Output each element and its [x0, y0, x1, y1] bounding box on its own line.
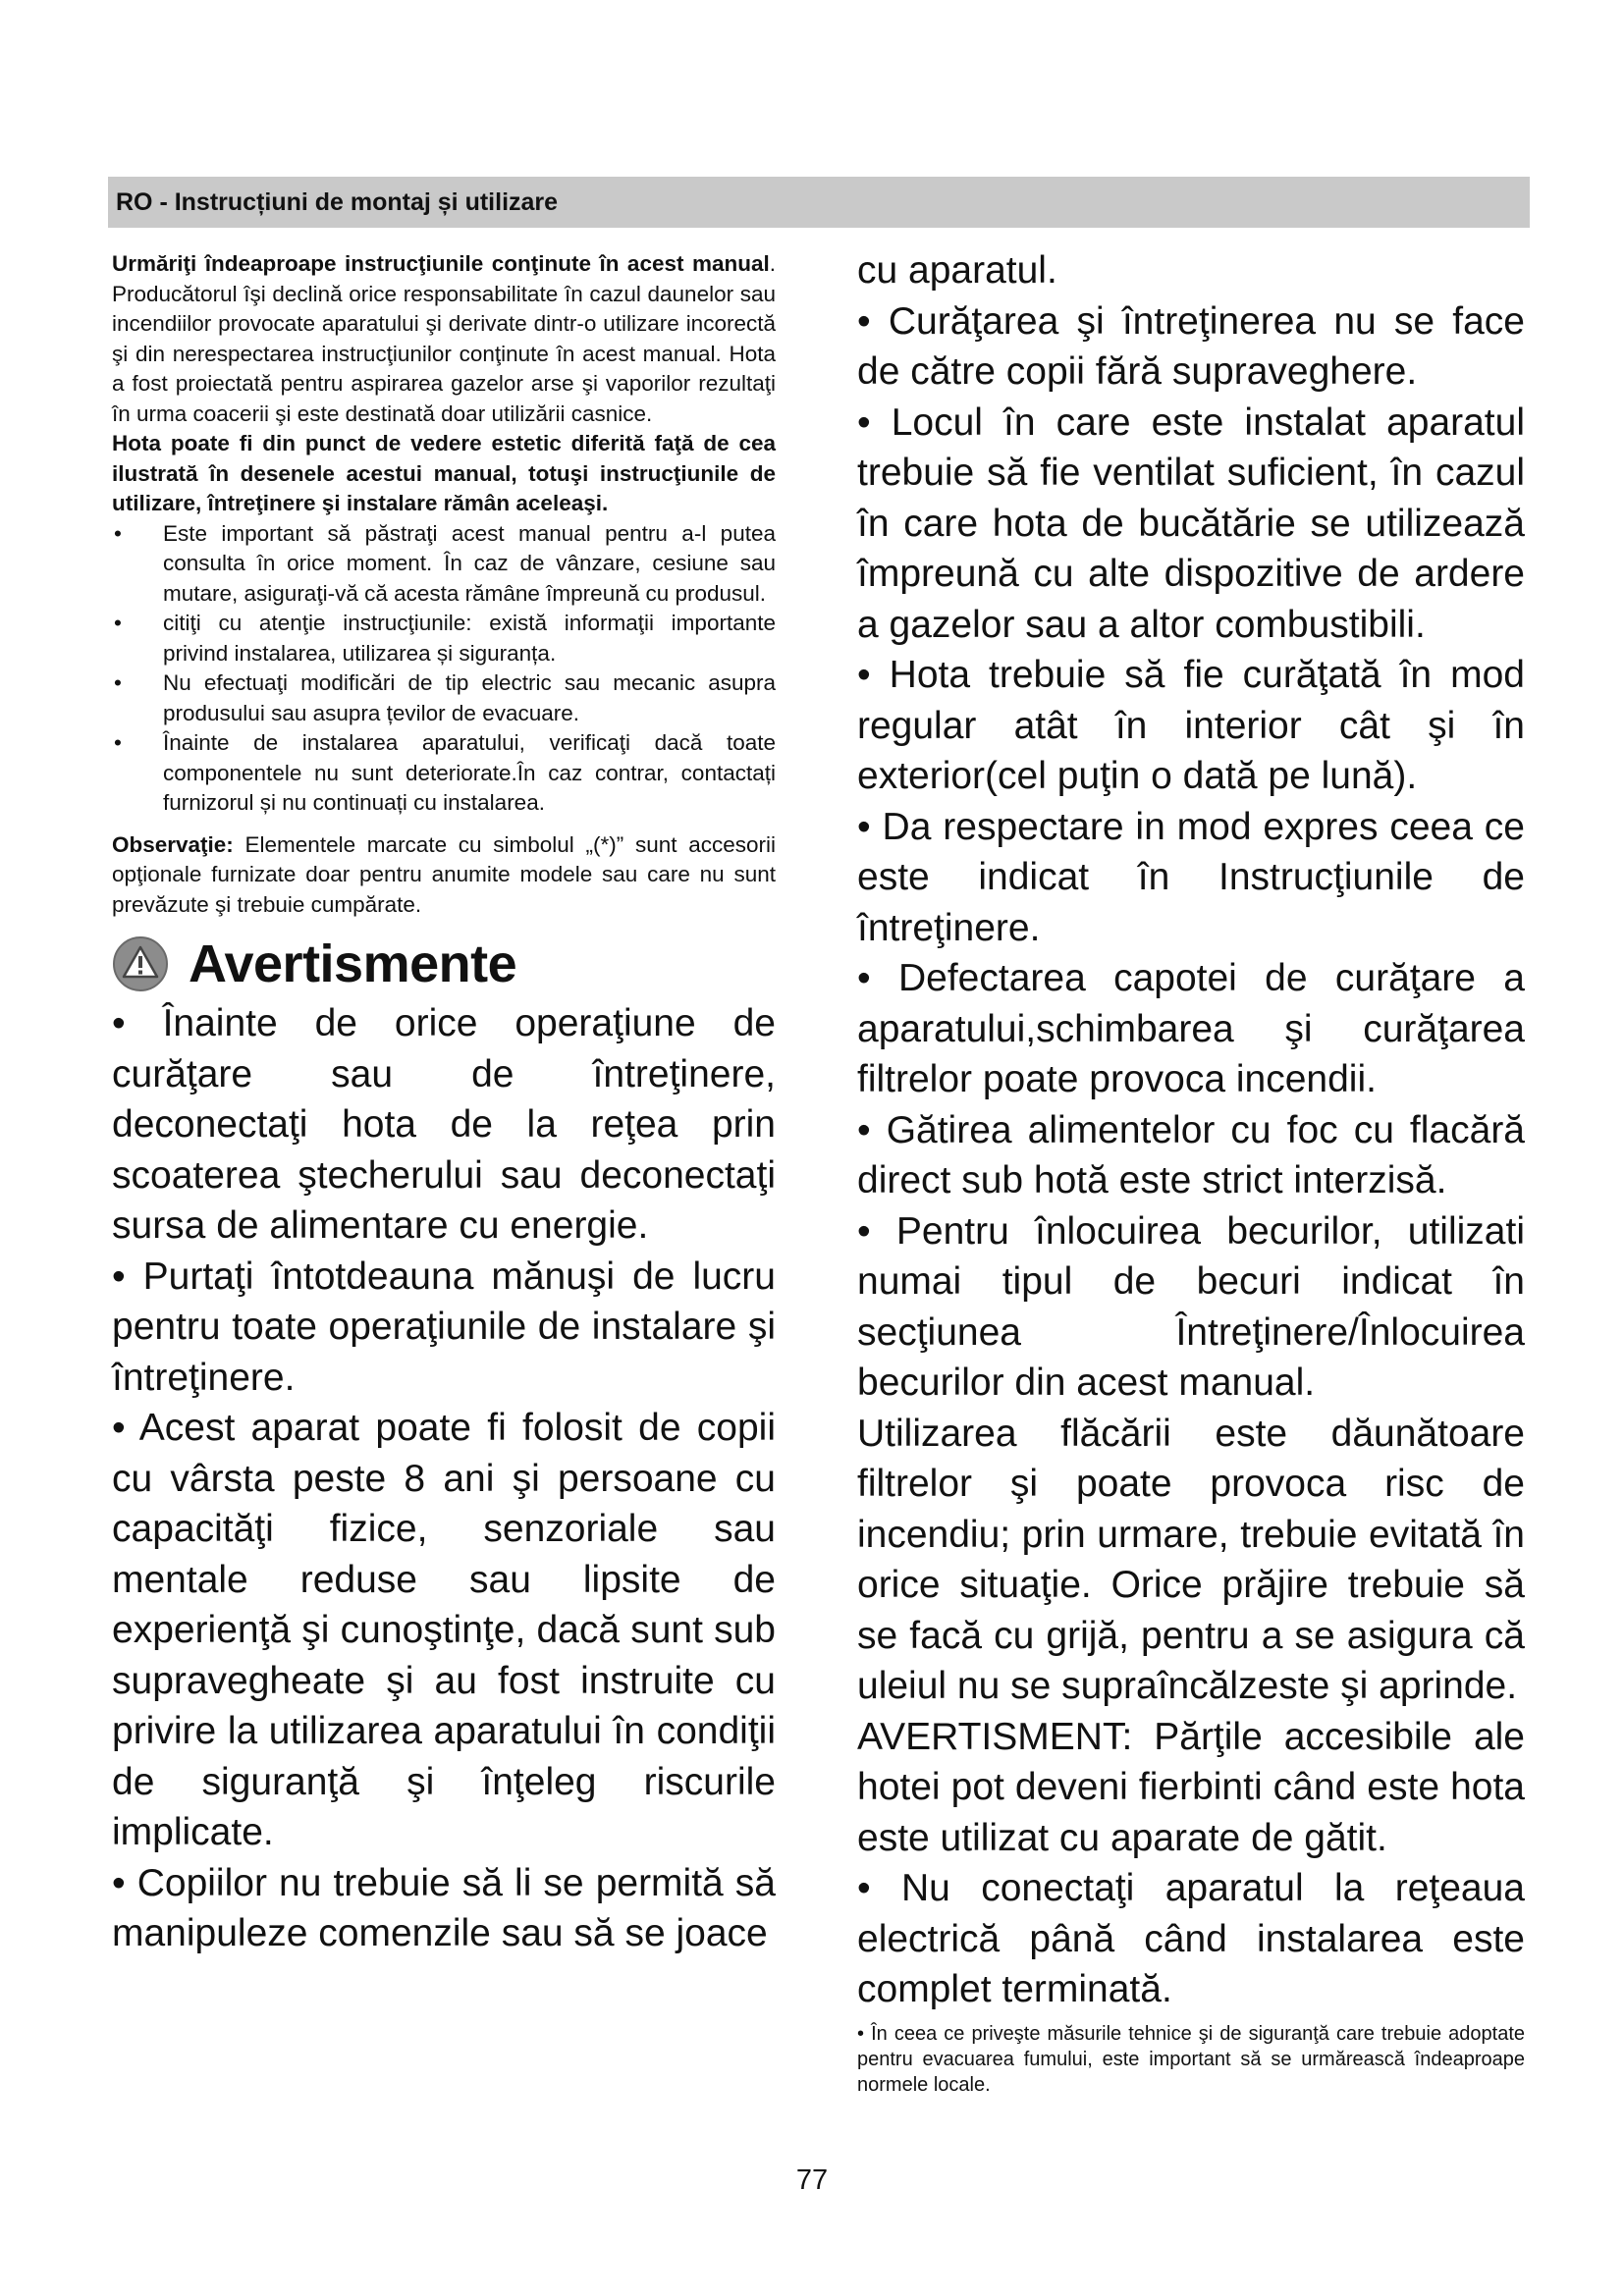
warning-icon	[112, 935, 169, 992]
list-item: • Nu efectuaţi modificări de tip electric sau mecanic asupra produsului sau asupra țevilor de evacuare.	[114, 670, 776, 725]
warning-item: cu aparatul.	[857, 249, 1057, 292]
section-header-bar	[108, 177, 1530, 228]
list-item: • Este important să păstraţi acest manual pentru a-l putea consulta în orice moment. În caz de vânzare, cesiune sau mutare, asiguraţi-vă că acesta rămâne împreună cu produsul.	[114, 520, 776, 606]
list-item: • Înainte de instalarea aparatului, verificaţi dacă toate componentele nu sunt deteriorate.În caz contrar, contactați furnizorul și nu continuați cu instalarea.	[114, 730, 776, 815]
observation-label: Observaţie:	[112, 831, 234, 857]
warning-item: • Locul în care este instalat aparatul trebuie să fie ventilat suficient, în cazul în care hota de bucătărie se utilizează împreună cu alte dispozitive de ardere a gazelor sau a altor combustibili.	[857, 400, 1525, 646]
safety-bullet-list	[112, 519, 776, 819]
right-column	[857, 245, 1525, 2098]
warning-item: • Acest aparat poate fi folosit de copii cu vârsta peste 8 ani şi persoane cu capacităţi fizice, senzoriale sau mentale reduse sau lipsite de experienţă şi cunoştinţe, dacă sunt sub supravegheate şi au fost instruite cu privire la utilizarea aparatului în condiţii de siguranţă şi înţeleg riscurile implicate.	[112, 1407, 776, 1853]
warning-item: • Nu conectaţi aparatul la reţeaua electrică până când instalarea este complet terminată.	[857, 1867, 1525, 2010]
footnote: • În ceea ce priveşte măsurile tehnice şi de siguranţă care trebuie adoptate pentru evacuarea fumului, este important să se urmărească îndeaproape normele locale.	[857, 2022, 1525, 2096]
intro-paragraph	[112, 249, 776, 429]
warnings-heading	[112, 934, 776, 994]
left-column	[112, 249, 776, 1959]
page-number: 77	[795, 2164, 829, 2196]
warning-item: • Gătirea alimentelor cu foc cu flacără direct sub hotă este strict interzisă.	[857, 1108, 1525, 1201]
warning-item: • Da respectare in mod expres ceea ce este indicat în Instrucţiunile de întreţinere.	[857, 805, 1525, 949]
list-item: • citiţi cu atenţie instrucţiunile: există informaţii importante privind instalarea, utilizarea și siguranța.	[114, 611, 776, 666]
intro-text: . Producătorul îşi declină orice responsabilitate în cazul daunelor sau incendiilor provocate aparatului şi derivate dintr-o utilizare incorectă şi din nerespectarea instrucţiunilor conţinute în acest manual. Hota a fost proiectată pentru aspirarea gazelor arse şi vaporilor rezultaţi în urma coacerii şi este destinată doar utilizării casnice.	[112, 251, 776, 426]
warning-item: • Pentru înlocuirea becurilor, utilizati numai tipul de becuri indicat în secţiunea Întreţinere/Înlocuirea becurilor din acest manual.	[857, 1209, 1525, 1404]
warnings-title: Avertismente	[189, 934, 517, 993]
design-note: Hota poate fi din punct de vedere estetic diferită faţă de cea ilustrată în desenele acestui manual, totuşi instrucţiunile de utilizare, întreţinere şi instalare rămân aceleaşi.	[112, 431, 776, 515]
warning-item: • Purtaţi întotdeauna mănuşi de lucru pentru toate operaţiunile de instalare şi întreţinere.	[112, 1255, 776, 1399]
warning-item: • Defectarea capotei de curăţare a aparatului,schimbarea şi curăţarea filtrelor poate provoca incendii.	[857, 957, 1525, 1100]
warning-item: • Înainte de orice operaţiune de curăţare sau de întreţinere, deconectaţi hota de la reţea prin scoaterea ştecherului sau deconectaţi sursa de alimentare cu energie.	[112, 1002, 776, 1247]
warning-item: • Hota trebuie să fie curăţată în mod regular atât în interior cât şi în exterior(cel puţin o dată pe lună).	[857, 654, 1525, 797]
warning-item: Utilizarea flăcării este dăunătoare filtrelor şi poate provoca risc de incendiu; prin urmare, trebuie evitată în orice situaţie. Orice prăjire trebuie să se facă cu grijă, pentru a se asigura că uleiul nu se supraîncălzeste şi aprinde.	[857, 1412, 1525, 1707]
warning-item: AVERTISMENT: Părţile accesibile ale hotei pot deveni fierbinti când este hota este utilizat cu aparate de gătit.	[857, 1715, 1525, 1859]
section-title: RO - Instrucțiuni de montaj și utilizare	[116, 187, 559, 216]
intro-emphasis: Urmăriţi îndeaproape instrucţiunile conţinute în acest manual	[112, 251, 770, 276]
warning-item: • Copiilor nu trebuie să li se permită să manipuleze comenzile sau să se joace	[112, 1861, 776, 1954]
observation-note	[112, 830, 776, 921]
observation-text: Elementele marcate cu simbolul „(*)” sunt accesorii opţionale furnizate doar pentru anumite modele sau care nu sunt prevăzute şi trebuie cumpărate.	[112, 831, 776, 917]
warning-item: • Curăţarea şi întreţinerea nu se face de către copii fără supraveghere.	[857, 299, 1525, 393]
